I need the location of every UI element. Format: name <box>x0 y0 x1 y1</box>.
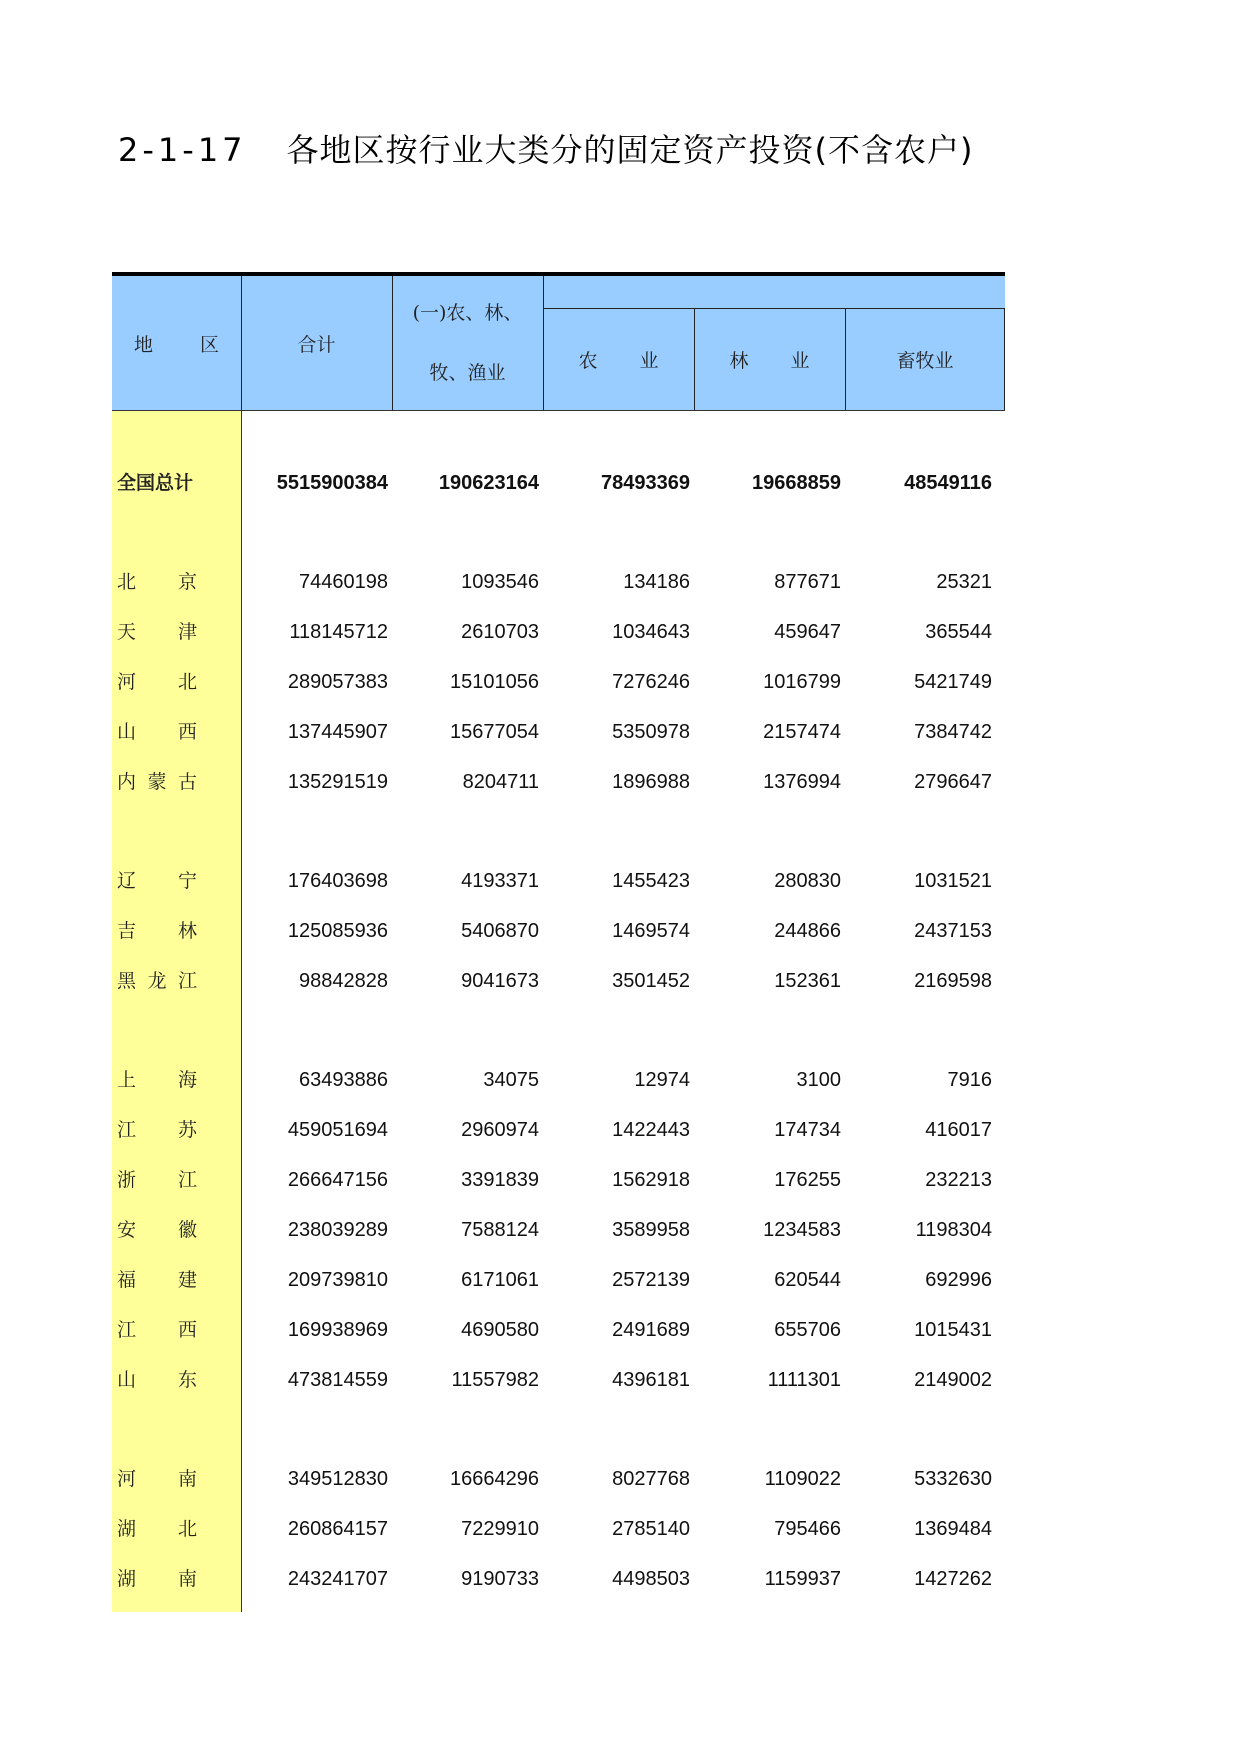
region-name-part: 苏 <box>177 1119 197 1141</box>
value-forestry: 1376994 <box>763 771 841 793</box>
region-name-part: 津 <box>177 621 197 643</box>
region-name <box>117 1454 197 1504</box>
header-divider <box>1004 308 1005 410</box>
region-name-part: 西 <box>177 721 197 743</box>
region-name-part: 天 <box>117 621 137 643</box>
value-agri-group: 9041673 <box>461 970 539 992</box>
value-agri-group: 2610703 <box>461 621 539 643</box>
region-name <box>117 557 197 607</box>
region-name-part: 湖 <box>117 1518 137 1540</box>
header-agriculture-char-1: 农 <box>578 349 598 372</box>
region-name-part: 龙 <box>147 970 167 992</box>
region-name <box>117 1155 197 1205</box>
value-forestry: 1111301 <box>767 1369 841 1391</box>
value-agri-group: 7588124 <box>461 1219 539 1241</box>
region-name-part: 江 <box>117 1319 137 1341</box>
value-agri-group: 190623164 <box>438 472 539 494</box>
value-agri-group: 6171061 <box>461 1269 539 1291</box>
value-forestry: 3100 <box>796 1069 841 1091</box>
header-agriculture <box>543 308 694 410</box>
value-agriculture: 1896988 <box>612 771 690 793</box>
header-subdivider <box>543 308 1005 309</box>
region-name <box>117 1305 197 1355</box>
table-row-total <box>112 458 1005 508</box>
table-row <box>112 1055 1005 1105</box>
value-total: 260864157 <box>287 1518 388 1540</box>
header-region <box>112 276 241 410</box>
value-livestock: 48549116 <box>904 472 992 494</box>
value-total: 5515900384 <box>276 472 388 494</box>
region-name <box>117 458 197 508</box>
value-total: 459051694 <box>287 1119 388 1141</box>
header-total: 合计 <box>297 333 336 356</box>
table-row <box>112 856 1005 906</box>
value-total: 135291519 <box>287 771 388 793</box>
value-forestry: 174734 <box>774 1119 841 1141</box>
region-name <box>117 906 197 956</box>
value-forestry: 2157474 <box>763 721 841 743</box>
region-name-part: 山 <box>117 1369 137 1391</box>
value-agri-group: 16664296 <box>450 1468 539 1490</box>
value-agriculture: 134186 <box>623 571 690 593</box>
region-name-part: 浙 <box>117 1169 137 1191</box>
region-name-part: 安 <box>117 1219 137 1241</box>
header-region-char-2: 区 <box>199 333 219 356</box>
table-title-text: 各地区按行业大类分的固定资产投资(不含农户) <box>286 131 974 169</box>
table-row <box>112 1504 1005 1554</box>
value-livestock: 1015431 <box>914 1319 992 1341</box>
region-name <box>117 1355 197 1405</box>
region-name-part: 黑 <box>117 970 137 992</box>
region-name-part: 山 <box>117 721 137 743</box>
table-number: 2-1-17 <box>118 131 247 169</box>
value-forestry: 795466 <box>774 1518 841 1540</box>
value-total: 209739810 <box>287 1269 388 1291</box>
header-region-char-1: 地 <box>134 333 154 356</box>
region-name-part: 徽 <box>177 1219 197 1241</box>
value-agri-group: 4193371 <box>461 870 539 892</box>
region-name <box>117 1255 197 1305</box>
value-total: 125085936 <box>287 920 388 942</box>
value-agri-group: 5406870 <box>461 920 539 942</box>
region-name-part: 建 <box>177 1269 197 1291</box>
value-forestry: 620544 <box>774 1269 841 1291</box>
value-forestry: 152361 <box>774 970 841 992</box>
value-forestry: 655706 <box>774 1319 841 1341</box>
value-agriculture: 5350978 <box>612 721 690 743</box>
region-name-part: 南 <box>177 1468 197 1490</box>
value-forestry: 280830 <box>774 870 841 892</box>
header-agri-group <box>392 276 543 410</box>
region-name-part: 江 <box>177 1169 197 1191</box>
region-name <box>117 956 197 1006</box>
region-name-part: 京 <box>177 571 197 593</box>
table-row <box>112 956 1005 1006</box>
value-livestock: 1427262 <box>914 1568 992 1590</box>
value-forestry: 1159937 <box>764 1568 841 1590</box>
value-agriculture: 4498503 <box>612 1568 690 1590</box>
region-name <box>117 657 197 707</box>
region-name-part: 全国总计 <box>117 472 194 494</box>
region-name-part: 宁 <box>177 870 197 892</box>
value-livestock: 1031521 <box>914 870 992 892</box>
table-row <box>112 1305 1005 1355</box>
value-livestock: 2437153 <box>914 920 992 942</box>
value-livestock: 1198304 <box>915 1219 992 1241</box>
region-name <box>117 1105 197 1155</box>
region-name-part: 福 <box>117 1269 137 1291</box>
table-header <box>112 276 1005 411</box>
value-livestock: 365544 <box>925 621 992 643</box>
value-livestock: 7384742 <box>914 721 992 743</box>
table-row <box>112 1155 1005 1205</box>
value-agri-group: 7229910 <box>461 1518 539 1540</box>
value-livestock: 5332630 <box>914 1468 992 1490</box>
value-agriculture: 2785140 <box>612 1518 690 1540</box>
region-name-part: 西 <box>177 1319 197 1341</box>
table-row <box>112 1355 1005 1405</box>
header-forestry-char-1: 林 <box>729 349 749 372</box>
region-name <box>117 856 197 906</box>
value-total: 238039289 <box>287 1219 388 1241</box>
region-name-part: 江 <box>117 1119 137 1141</box>
value-agriculture: 7276246 <box>612 671 690 693</box>
region-name <box>117 707 197 757</box>
value-livestock: 7916 <box>947 1069 992 1091</box>
value-livestock: 2149002 <box>914 1369 992 1391</box>
region-name-part: 北 <box>177 671 197 693</box>
header-forestry-char-2: 业 <box>790 349 810 372</box>
value-total: 98842828 <box>299 970 388 992</box>
header-divider <box>845 308 846 410</box>
header-livestock: 畜牧业 <box>896 349 954 372</box>
value-agriculture: 1562918 <box>612 1169 690 1191</box>
region-name-part: 北 <box>177 1518 197 1540</box>
value-livestock: 2796647 <box>914 771 992 793</box>
region-name-part: 河 <box>117 671 137 693</box>
header-divider <box>241 276 242 410</box>
region-name-part: 古 <box>177 771 197 793</box>
region-name <box>117 1554 197 1604</box>
table-row <box>112 1105 1005 1155</box>
region-name-part: 林 <box>177 920 197 942</box>
table-row <box>112 607 1005 657</box>
value-forestry: 19668859 <box>752 472 841 494</box>
region-name-part: 内 <box>117 771 137 793</box>
table-row <box>112 1205 1005 1255</box>
value-forestry: 176255 <box>774 1169 841 1191</box>
value-forestry: 1234583 <box>763 1219 841 1241</box>
header-divider <box>392 276 393 410</box>
value-livestock: 232213 <box>925 1169 992 1191</box>
region-name-part: 东 <box>177 1369 197 1391</box>
value-livestock: 1369484 <box>914 1518 992 1540</box>
region-name-part: 湖 <box>117 1568 137 1590</box>
value-agri-group: 15101056 <box>450 671 539 693</box>
region-name-part: 蒙 <box>147 771 167 793</box>
region-name-part: 海 <box>177 1069 197 1091</box>
value-agri-group: 1093546 <box>461 571 539 593</box>
value-total: 243241707 <box>287 1568 388 1590</box>
value-total: 473814559 <box>287 1369 388 1391</box>
value-total: 63493886 <box>299 1069 388 1091</box>
value-total: 74460198 <box>299 571 388 593</box>
value-total: 137445907 <box>287 721 388 743</box>
value-agri-group: 11557982 <box>451 1369 539 1391</box>
value-total: 266647156 <box>287 1169 388 1191</box>
value-agriculture: 1455423 <box>612 870 690 892</box>
value-livestock: 2169598 <box>914 970 992 992</box>
value-total: 289057383 <box>287 671 388 693</box>
value-forestry: 1016799 <box>763 671 841 693</box>
region-name-part: 北 <box>117 571 137 593</box>
header-agriculture-char-2: 业 <box>639 349 659 372</box>
header-divider <box>543 276 544 410</box>
region-name <box>117 1504 197 1554</box>
value-total: 169938969 <box>287 1319 388 1341</box>
table-row <box>112 1255 1005 1305</box>
value-agriculture: 1422443 <box>612 1119 690 1141</box>
table-title <box>118 125 974 171</box>
value-total: 349512830 <box>287 1468 388 1490</box>
value-total: 118145712 <box>289 621 388 643</box>
value-agri-group: 9190733 <box>461 1568 539 1590</box>
value-agri-group: 4690580 <box>461 1319 539 1341</box>
table-row <box>112 906 1005 956</box>
header-forestry <box>694 308 845 410</box>
header-agri-group-line2: 牧、渔业 <box>429 362 506 384</box>
value-agri-group: 2960974 <box>461 1119 539 1141</box>
region-name <box>117 607 197 657</box>
value-agriculture: 2491689 <box>612 1319 690 1341</box>
value-agriculture: 78493369 <box>601 472 690 494</box>
value-agriculture: 3589958 <box>612 1219 690 1241</box>
table-row <box>112 657 1005 707</box>
value-agriculture: 1034643 <box>612 621 690 643</box>
value-livestock: 5421749 <box>914 671 992 693</box>
table-row <box>112 557 1005 607</box>
region-name-part: 南 <box>177 1568 197 1590</box>
value-livestock: 25321 <box>936 571 992 593</box>
table-row <box>112 757 1005 807</box>
region-name <box>117 1205 197 1255</box>
value-agriculture: 12974 <box>634 1069 690 1091</box>
value-agriculture: 2572139 <box>612 1269 690 1291</box>
region-name <box>117 1055 197 1105</box>
region-name-part: 江 <box>177 970 197 992</box>
region-name-part: 上 <box>117 1069 137 1091</box>
value-agriculture: 3501452 <box>612 970 690 992</box>
value-total: 176403698 <box>287 870 388 892</box>
value-livestock: 416017 <box>925 1119 992 1141</box>
value-agriculture: 1469574 <box>612 920 690 942</box>
value-forestry: 877671 <box>774 571 841 593</box>
region-name <box>117 757 197 807</box>
table-row <box>112 707 1005 757</box>
table-row <box>112 1554 1005 1604</box>
table-row <box>112 1454 1005 1504</box>
header-agri-group-line1: (一)农、林、 <box>412 302 523 324</box>
value-forestry: 459647 <box>774 621 841 643</box>
value-agri-group: 15677054 <box>450 721 539 743</box>
value-agri-group: 3391839 <box>461 1169 539 1191</box>
region-name-part: 辽 <box>117 870 137 892</box>
header-divider <box>694 308 695 410</box>
value-forestry: 1109022 <box>764 1468 841 1490</box>
value-livestock: 692996 <box>925 1269 992 1291</box>
value-forestry: 244866 <box>774 920 841 942</box>
region-name-part: 吉 <box>117 920 137 942</box>
region-name-part: 河 <box>117 1468 137 1490</box>
value-agri-group: 34075 <box>483 1069 539 1091</box>
value-agriculture: 8027768 <box>612 1468 690 1490</box>
value-agriculture: 4396181 <box>612 1369 690 1391</box>
value-agri-group: 8204711 <box>462 771 539 793</box>
